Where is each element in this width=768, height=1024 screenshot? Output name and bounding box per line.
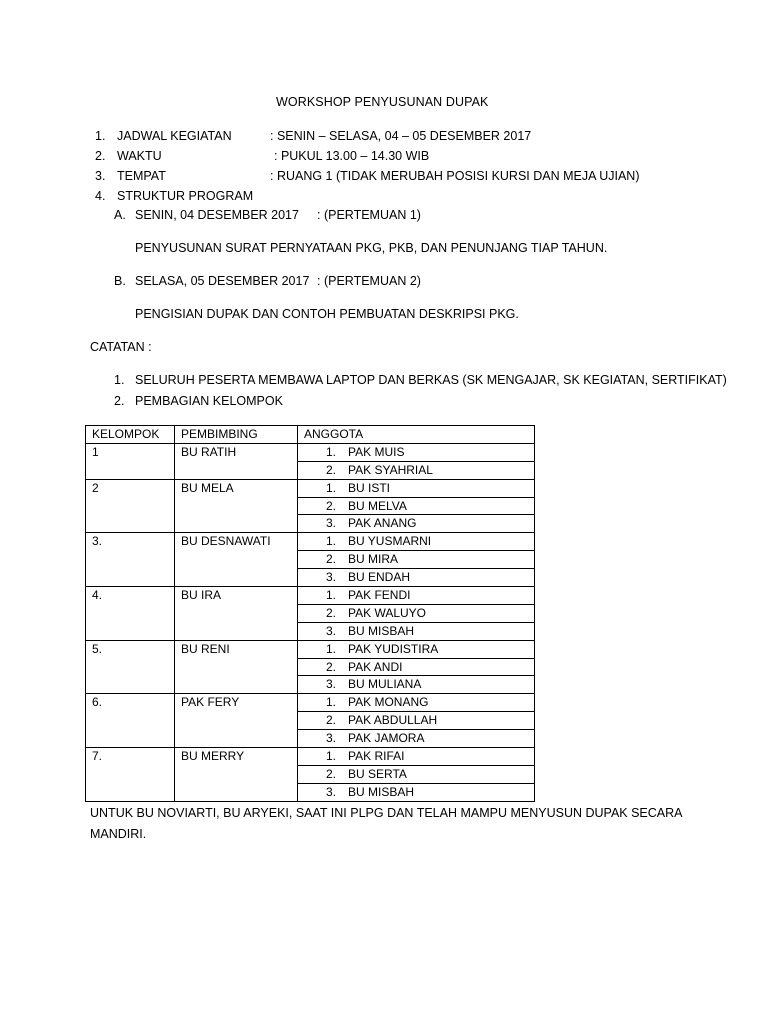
member-cell — [298, 515, 535, 533]
member-number: 2. — [326, 498, 337, 513]
table-row — [86, 443, 535, 461]
table-row — [86, 587, 535, 605]
group-mentor: BU RENI — [175, 640, 298, 694]
info-label-program: STRUKTUR PROGRAM — [117, 189, 254, 203]
member-cell — [298, 658, 535, 676]
member-number: 2. — [326, 605, 337, 620]
member-number: 2. — [326, 462, 337, 477]
member-name: PAK RIFAI — [348, 749, 405, 764]
info-label-schedule: JADWAL KEGIATAN — [117, 129, 232, 143]
group-mentor: BU RATIH — [175, 443, 298, 479]
member-number: 3. — [326, 623, 337, 638]
program-b-letter: B. — [114, 274, 126, 288]
member-cell — [298, 497, 535, 515]
note-number-1: 1. — [114, 373, 125, 387]
member-name: BU MELVA — [348, 498, 407, 513]
member-name: BU MULIANA — [348, 677, 422, 692]
header-mentor: PEMBIMBING — [175, 426, 298, 444]
group-mentor: BU MELA — [175, 479, 298, 533]
member-number: 2. — [326, 552, 337, 567]
member-cell — [298, 783, 535, 801]
info-label-place: TEMPAT — [117, 169, 166, 183]
document-title: WORKSHOP PENYUSUNAN DUPAK — [276, 95, 489, 109]
info-number-4: 4. — [95, 189, 106, 203]
member-cell — [298, 569, 535, 587]
group-number: 1 — [86, 443, 175, 479]
info-number-2: 2. — [95, 149, 106, 163]
member-cell — [298, 730, 535, 748]
member-number: 3. — [326, 731, 337, 746]
program-b-session: : (PERTEMUAN 2) — [317, 274, 421, 288]
info-value-place: : RUANG 1 (TIDAK MERUBAH POSISI KURSI DAN MEJA UJIAN) — [270, 169, 640, 183]
member-number: 1. — [326, 444, 337, 459]
group-number: 4. — [86, 587, 175, 641]
group-number: 5. — [86, 640, 175, 694]
table-row — [86, 533, 535, 551]
table-row — [86, 479, 535, 497]
info-value-schedule: : SENIN – SELASA, 04 – 05 DESEMBER 2017 — [270, 129, 532, 143]
member-number: 2. — [326, 766, 337, 781]
member-name: PAK WALUYO — [348, 605, 427, 620]
group-mentor: BU IRA — [175, 587, 298, 641]
member-number: 2. — [326, 659, 337, 674]
member-cell — [298, 461, 535, 479]
member-number: 1. — [326, 480, 337, 495]
member-number: 1. — [326, 588, 337, 603]
member-name: BU SERTA — [348, 766, 407, 781]
table-row — [86, 748, 535, 766]
group-table — [85, 425, 535, 802]
member-name: PAK ABDULLAH — [348, 713, 438, 728]
member-number: 1. — [326, 641, 337, 656]
member-cell — [298, 640, 535, 658]
program-a-letter: A. — [114, 208, 126, 222]
group-mentor: BU MERRY — [175, 748, 298, 802]
notes-heading: CATATAN : — [90, 340, 152, 354]
program-a-description: PENYUSUNAN SURAT PERNYATAAN PKG, PKB, DAN PENUNJANG TIAP TAHUN. — [135, 241, 608, 255]
group-number: 2 — [86, 479, 175, 533]
member-number: 3. — [326, 677, 337, 692]
member-name: BU MISBAH — [348, 784, 415, 799]
member-cell — [298, 479, 535, 497]
member-number: 3. — [326, 570, 337, 585]
program-b-description: PENGISIAN DUPAK DAN CONTOH PEMBUATAN DESKRIPSI PKG. — [135, 307, 519, 321]
member-name: BU MIRA — [348, 552, 399, 567]
member-number: 1. — [326, 749, 337, 764]
info-value-time: : PUKUL 13.00 – 14.30 WIB — [274, 149, 430, 163]
member-cell — [298, 712, 535, 730]
table-header-row — [86, 426, 535, 444]
member-name: BU ISTI — [348, 480, 391, 495]
program-a-day: SENIN, 04 DESEMBER 2017 — [135, 208, 299, 222]
member-name: PAK ANANG — [348, 516, 417, 531]
member-cell — [298, 604, 535, 622]
member-name: PAK SYAHRIAL — [348, 462, 433, 477]
member-number: 3. — [326, 516, 337, 531]
group-number: 3. — [86, 533, 175, 587]
member-cell — [298, 443, 535, 461]
member-name: BU YUSMARNI — [348, 534, 432, 549]
member-number: 1. — [326, 534, 337, 549]
member-name: PAK FENDI — [348, 588, 411, 603]
member-cell — [298, 533, 535, 551]
member-cell — [298, 551, 535, 569]
table-row — [86, 694, 535, 712]
member-cell — [298, 694, 535, 712]
member-number: 1. — [326, 695, 337, 710]
member-name: BU ENDAH — [348, 570, 411, 585]
member-cell — [298, 748, 535, 766]
info-number-3: 3. — [95, 169, 106, 183]
program-b-day: SELASA, 05 DESEMBER 2017 — [135, 274, 310, 288]
header-group: KELOMPOK — [86, 426, 175, 444]
member-name: BU MISBAH — [348, 623, 415, 638]
member-cell — [298, 765, 535, 783]
member-cell — [298, 587, 535, 605]
note-text-2: PEMBAGIAN KELOMPOK — [135, 394, 283, 408]
info-number-1: 1. — [95, 129, 106, 143]
member-name: PAK MUIS — [348, 444, 405, 459]
member-name: PAK MONANG — [348, 695, 429, 710]
footer-note-line-2: MANDIRI. — [90, 827, 147, 841]
header-members: ANGGOTA — [298, 426, 535, 444]
member-cell — [298, 676, 535, 694]
group-number: 7. — [86, 748, 175, 802]
note-text-1: SELURUH PESERTA MEMBAWA LAPTOP DAN BERKAS (SK MENGAJAR, SK KEGIATAN, SERTIFIKAT) — [135, 373, 727, 387]
group-mentor: BU DESNAWATI — [175, 533, 298, 587]
program-a-session: : (PERTEMUAN 1) — [317, 208, 421, 222]
note-number-2: 2. — [114, 394, 125, 408]
member-name: PAK JAMORA — [348, 731, 425, 746]
member-cell — [298, 622, 535, 640]
info-label-time: WAKTU — [117, 149, 162, 163]
member-name: PAK YUDISTIRA — [348, 641, 439, 656]
footer-note-line-1: UNTUK BU NOVIARTI, BU ARYEKI, SAAT INI PLPG DAN TELAH MAMPU MENYUSUN DUPAK SECARA — [90, 806, 683, 820]
member-name: PAK ANDI — [348, 659, 403, 674]
group-mentor: PAK FERY — [175, 694, 298, 748]
group-number: 6. — [86, 694, 175, 748]
table-row — [86, 640, 535, 658]
member-number: 2. — [326, 713, 337, 728]
member-number: 3. — [326, 784, 337, 799]
